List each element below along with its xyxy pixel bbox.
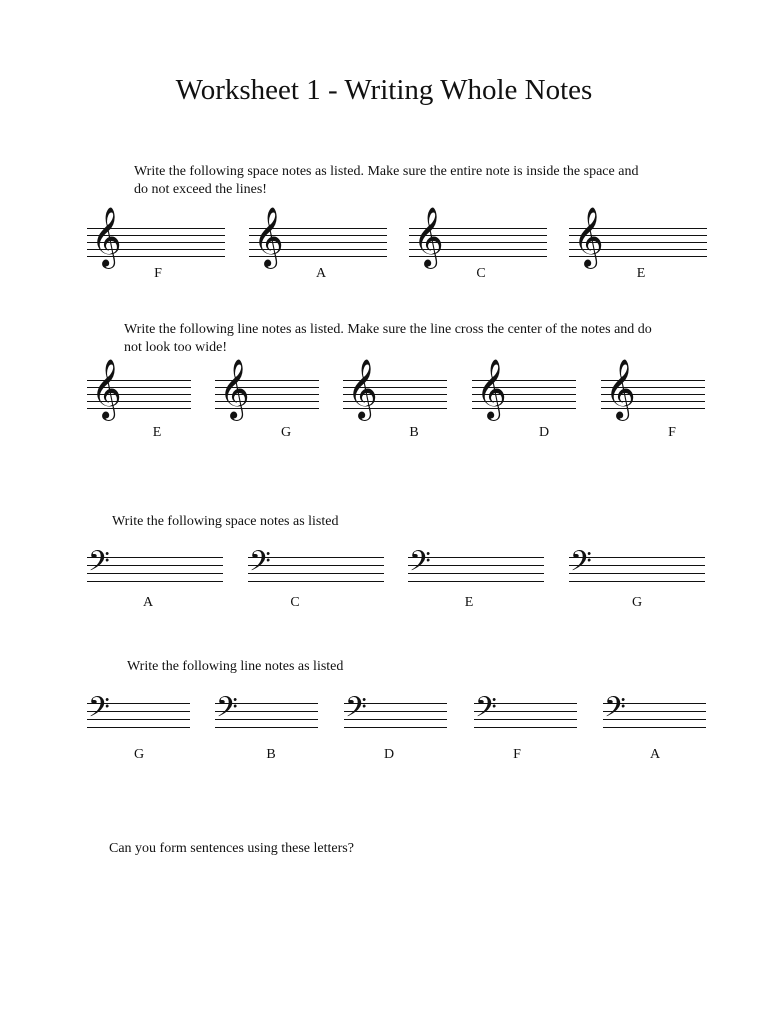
instruction-line: do not exceed the lines! bbox=[134, 182, 267, 197]
note-label: G bbox=[280, 425, 292, 440]
treble-clef-icon: 𝄞 bbox=[253, 207, 284, 267]
treble-staff bbox=[87, 359, 191, 419]
note-label: F bbox=[154, 266, 162, 281]
bass-clef-icon: 𝄢 bbox=[345, 691, 367, 731]
note-label: E bbox=[152, 425, 162, 440]
note-label: B bbox=[266, 747, 276, 762]
treble-staff bbox=[343, 359, 447, 419]
treble-staff bbox=[569, 207, 707, 267]
instruction-line: not look too wide! bbox=[124, 340, 228, 355]
bass-clef-icon: 𝄢 bbox=[570, 545, 592, 585]
bass-staff bbox=[248, 545, 384, 585]
bass-staff bbox=[87, 691, 190, 731]
closing-question: Can you form sentences using these letters? bbox=[109, 841, 354, 856]
bass-staff bbox=[87, 545, 223, 585]
note-label: B bbox=[409, 425, 419, 440]
section-1-instruction bbox=[134, 163, 694, 199]
section-3-instruction bbox=[112, 513, 512, 531]
note-label: A bbox=[315, 266, 327, 281]
bass-clef-icon: 𝄢 bbox=[475, 691, 497, 731]
bass-staff bbox=[603, 691, 706, 731]
note-label: E bbox=[464, 595, 474, 610]
treble-clef-icon: 𝄞 bbox=[573, 207, 604, 267]
note-label: A bbox=[649, 747, 661, 762]
note-label: G bbox=[631, 595, 643, 610]
bass-staff bbox=[344, 691, 447, 731]
bass-clef-icon: 𝄢 bbox=[409, 545, 431, 585]
bass-clef-icon: 𝄢 bbox=[216, 691, 238, 731]
note-label: F bbox=[668, 425, 676, 440]
note-label: D bbox=[383, 747, 395, 762]
worksheet-title: Worksheet 1 - Writing Whole Notes bbox=[175, 74, 593, 106]
treble-staff bbox=[215, 359, 319, 419]
note-label: A bbox=[142, 595, 154, 610]
note-label: C bbox=[476, 266, 486, 281]
treble-staff bbox=[87, 207, 225, 267]
treble-clef-icon: 𝄞 bbox=[413, 207, 444, 267]
section-2-instruction bbox=[124, 321, 704, 357]
treble-staff bbox=[409, 207, 547, 267]
bass-staff bbox=[215, 691, 318, 731]
treble-clef-icon: 𝄞 bbox=[605, 359, 636, 419]
instruction-line: Write the following space notes as listed bbox=[112, 514, 339, 529]
treble-clef-icon: 𝄞 bbox=[219, 359, 250, 419]
bass-clef-icon: 𝄢 bbox=[249, 545, 271, 585]
note-label: F bbox=[513, 747, 521, 762]
treble-staff bbox=[249, 207, 387, 267]
instruction-line: Write the following line notes as listed bbox=[127, 659, 344, 674]
treble-staff bbox=[472, 359, 576, 419]
bass-clef-icon: 𝄢 bbox=[88, 691, 110, 731]
note-label: E bbox=[636, 266, 646, 281]
note-label: C bbox=[290, 595, 300, 610]
bass-staff bbox=[474, 691, 577, 731]
note-label: D bbox=[538, 425, 550, 440]
bass-staff bbox=[569, 545, 705, 585]
treble-clef-icon: 𝄞 bbox=[91, 359, 122, 419]
bass-clef-icon: 𝄢 bbox=[88, 545, 110, 585]
treble-clef-icon: 𝄞 bbox=[476, 359, 507, 419]
instruction-line: Write the following line notes as listed. Make sure the line cross the center of the notes and do bbox=[124, 322, 652, 337]
treble-staff bbox=[601, 359, 705, 419]
instruction-line: Write the following space notes as listed. Make sure the entire note is inside the space and bbox=[134, 164, 639, 179]
bass-staff bbox=[408, 545, 544, 585]
treble-clef-icon: 𝄞 bbox=[91, 207, 122, 267]
treble-clef-icon: 𝄞 bbox=[347, 359, 378, 419]
bass-clef-icon: 𝄢 bbox=[604, 691, 626, 731]
section-4-instruction bbox=[127, 658, 527, 676]
note-label: G bbox=[133, 747, 145, 762]
